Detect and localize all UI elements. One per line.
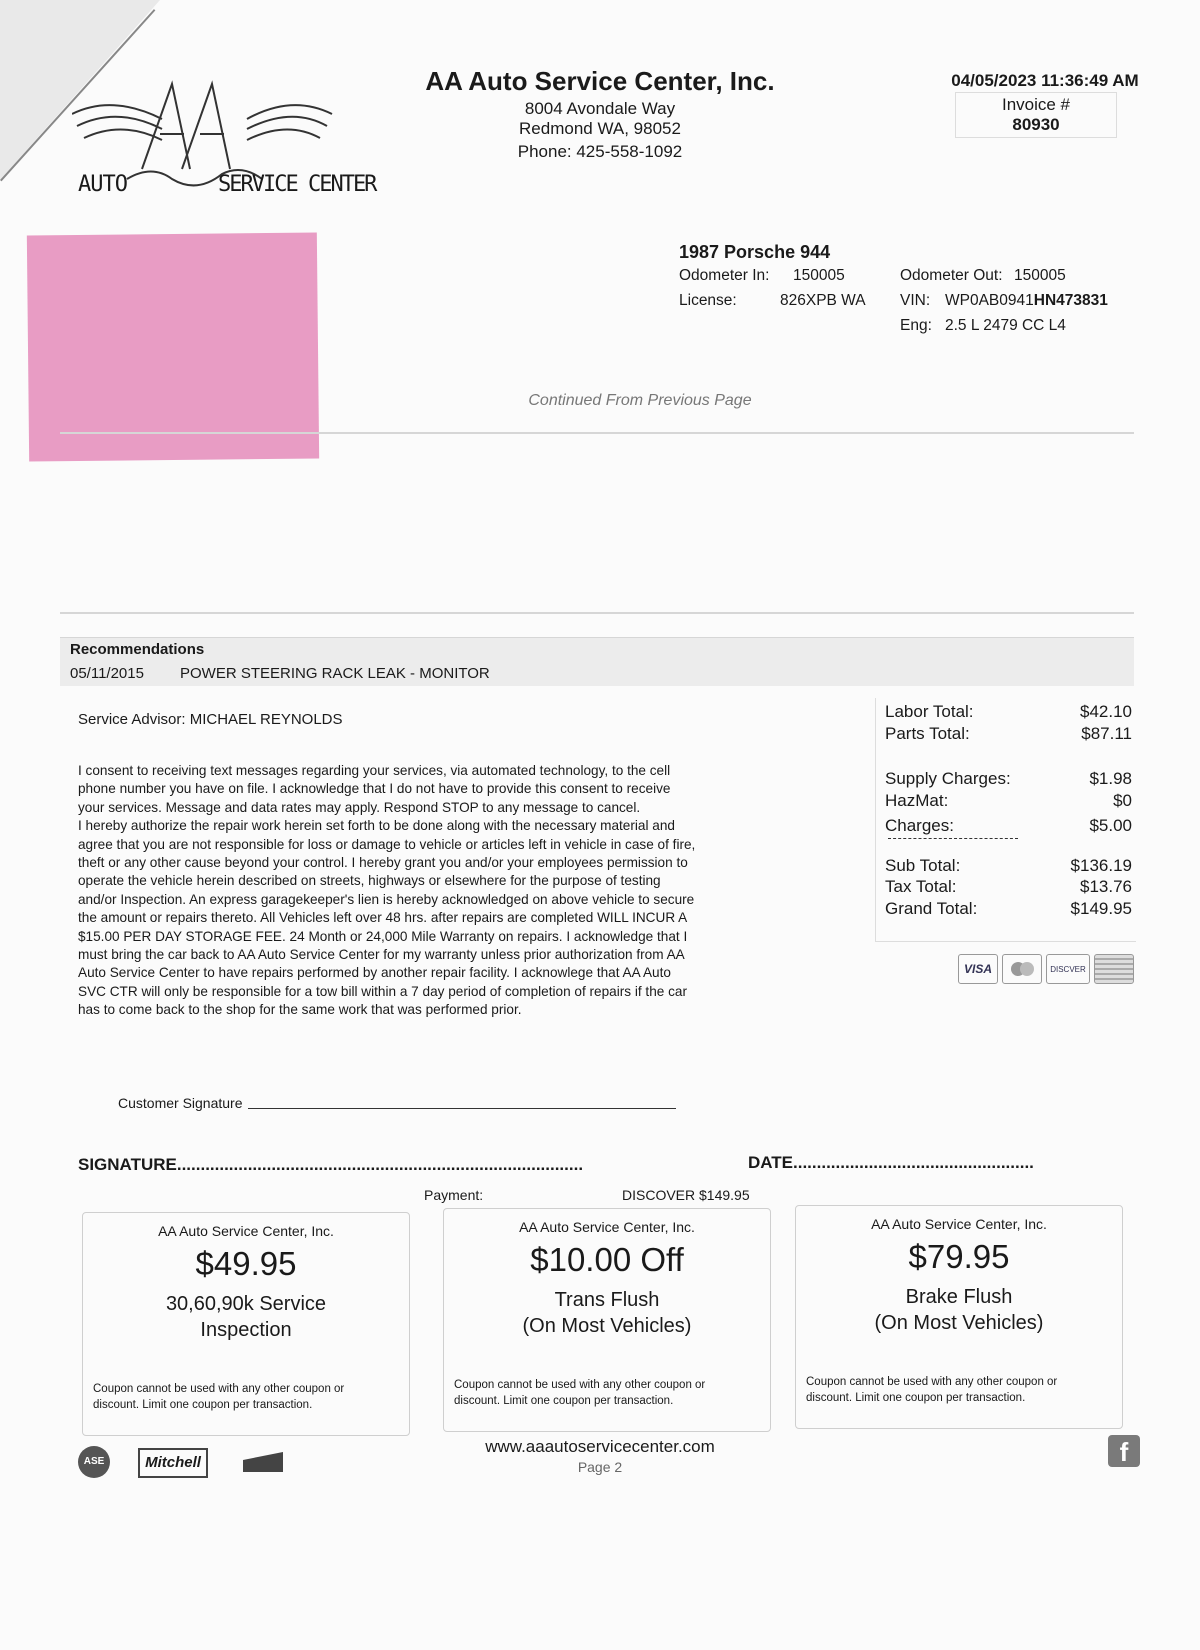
odometer-in-value: 150005 — [793, 267, 845, 284]
facebook-icon[interactable]: f — [1108, 1435, 1140, 1467]
shop-logo — [72, 74, 376, 204]
page-number: Page 2 — [577, 1459, 623, 1475]
vehicle-title: 1987 Porsche 944 — [679, 242, 831, 262]
coupon-description — [444, 1287, 770, 1339]
shop-address — [405, 99, 795, 139]
invoice-label: Invoice # — [1001, 95, 1071, 114]
coupon-price: $49.95 — [195, 1245, 297, 1282]
signature-line: SIGNATURE...................................................................................... — [78, 1155, 584, 1174]
supply-charges-value: $1.98 — [1089, 769, 1132, 788]
vin-suffix: HN473831 — [1033, 292, 1108, 309]
coupon-fine-print: Coupon cannot be used with any other coupon or discount. Limit one coupon per transaction. — [454, 1379, 706, 1407]
coupon-service-inspection — [82, 1212, 410, 1436]
service-advisor: Service Advisor: MICHAEL REYNOLDS — [78, 711, 343, 728]
discover-icon: DISCVER — [1046, 954, 1090, 984]
coupon-trans-flush — [443, 1208, 771, 1432]
tax-total-label: Tax Total: — [885, 877, 957, 896]
parts-total-label: Parts Total: — [885, 724, 970, 743]
hazmat-value: $0 — [1113, 791, 1132, 810]
website-url[interactable]: www.aaautoservicecenter.com — [485, 1437, 715, 1456]
charges-value: $5.00 — [1089, 816, 1132, 835]
visa-icon: VISA — [958, 954, 998, 984]
coupon-line-1: Trans Flush — [554, 1289, 660, 1311]
coupon-shop: AA Auto Service Center, Inc. — [158, 1223, 334, 1239]
logo-text-left: AUTO — [78, 172, 127, 197]
consent-text — [78, 762, 698, 1020]
bleed-through-line — [60, 432, 1134, 434]
odometer-out-label: Odometer Out: — [900, 267, 1003, 284]
grand-total-label: Grand Total: — [885, 899, 978, 918]
supply-charges-label: Supply Charges: — [885, 769, 1011, 788]
license-label: License: — [679, 292, 737, 309]
coupon-fine-print: Coupon cannot be used with any other coupon or discount. Limit one coupon per transaction. — [93, 1383, 345, 1411]
recommendations-title: Recommendations — [70, 641, 205, 658]
invoice-number: 80930 — [1012, 115, 1060, 134]
tax-total-value: $13.76 — [1080, 877, 1132, 896]
coupon-description — [796, 1284, 1122, 1336]
redacted-customer-info — [27, 232, 319, 461]
continued-from-previous: Continued From Previous Page — [528, 392, 752, 409]
coupon-shop: AA Auto Service Center, Inc. — [519, 1219, 695, 1235]
invoice-number-box — [955, 92, 1117, 138]
address-line-1: 8004 Avondale Way — [524, 99, 676, 118]
coupon-price: $10.00 Off — [530, 1241, 684, 1278]
shop-name: AA Auto Service Center, Inc. — [425, 66, 775, 96]
date-line: DATE................................................... — [748, 1153, 1034, 1172]
mastercard-icon — [1002, 954, 1042, 984]
shop-phone: Phone: 425-558-1092 — [517, 142, 683, 161]
bleed-through-line — [60, 612, 1134, 614]
vin-prefix: WP0AB0941 — [945, 292, 1034, 309]
engine-label: Eng: — [900, 317, 932, 334]
consent-paragraph: I consent to receiving text messages regarding your services, via automated technology, to the cell phone number you have on file. I acknowledge that I do not have to provide this consent to receive your services. Message and data rates may apply. Respond STOP to any message to cancel. — [78, 763, 671, 815]
vin-value — [945, 292, 1108, 310]
coupon-line-2: Inspection — [200, 1319, 292, 1341]
coupon-line-2: (On Most Vehicles) — [522, 1315, 692, 1337]
coupon-fine-print: Coupon cannot be used with any other coupon or discount. Limit one coupon per transaction. — [806, 1376, 1058, 1404]
consent-paragraph: I hereby authorize the repair work herein set forth to be done along with the necessary material and agree that you are not responsible for loss or damage to vehicle or articles left in vehicle in case of fire, theft or any other cause beyond your control. I hereby grant you and/or your employees permission to operate the vehicle herein described on streets, highways or elsewhere for the purpose of testing and/or Inspection. An express garagekeeper's lien is hereby acknowledged on above vehicle to secure the amount or repairs thereto. All Vehicles left over 48 hrs. after repairs are completed WILL INCUR A $15.00 PER DAY STORAGE FEE. 24 Month or 24,000 Mile Warranty on repairs. I acknowledge that I must bring the car back to AA Auto Service Center for my warranty unless prior authorization from AA Auto Service Center to have repairs performed by another repair facility. I acknowlege that AA Auto SVC CTR will only be responsible for a tow bill within a 7 day period of completion of repairs if the car has to come back to the shop for the same work that was performed prior. — [78, 818, 696, 1018]
vin-label: VIN: — [900, 292, 931, 309]
sub-total-label: Sub Total: — [885, 856, 961, 875]
coupon-brake-flush — [795, 1205, 1123, 1429]
odometer-in-label: Odometer In: — [679, 267, 770, 284]
recommendation-text: POWER STEERING RACK LEAK - MONITOR — [180, 665, 490, 682]
ase-icon: ASE — [78, 1446, 110, 1478]
payment-label: Payment: — [424, 1187, 484, 1203]
coupon-price: $79.95 — [908, 1238, 1010, 1275]
logo-text-right: SERVICE CENTER — [218, 172, 376, 197]
address-line-2: Redmond WA, 98052 — [519, 119, 681, 138]
labor-total-label: Labor Total: — [885, 702, 974, 721]
recommendation-date: 05/11/2015 — [70, 665, 144, 682]
mitchell-icon: Mitchell — [138, 1448, 208, 1478]
engine-value: 2.5 L 2479 CC L4 — [945, 317, 1066, 334]
customer-signature-line — [248, 1108, 676, 1109]
amex-icon — [1094, 954, 1134, 984]
hazmat-label: HazMat: — [885, 791, 949, 810]
grand-total-value: $149.95 — [1070, 899, 1132, 918]
coupon-line-2: (On Most Vehicles) — [874, 1312, 1044, 1334]
sub-total-value: $136.19 — [1070, 856, 1132, 875]
parts-total-value: $87.11 — [1081, 724, 1132, 743]
coupon-line-1: 30,60,90k Service — [165, 1293, 327, 1315]
coupon-description — [83, 1291, 409, 1343]
customer-signature-label: Customer Signature — [118, 1095, 243, 1111]
odometer-out-value: 150005 — [1014, 267, 1066, 284]
charges-label: Charges: — [885, 816, 954, 835]
totals-divider — [888, 838, 1018, 839]
coupon-shop: AA Auto Service Center, Inc. — [871, 1216, 1047, 1232]
partner-logo-icon — [243, 1452, 283, 1472]
coupon-line-1: Brake Flush — [905, 1286, 1013, 1308]
invoice-datetime: 04/05/2023 11:36:49 AM — [951, 71, 1139, 90]
payment-value: DISCOVER $149.95 — [622, 1187, 750, 1203]
labor-total-value: $42.10 — [1080, 702, 1132, 721]
license-value: 826XPB WA — [780, 292, 866, 309]
